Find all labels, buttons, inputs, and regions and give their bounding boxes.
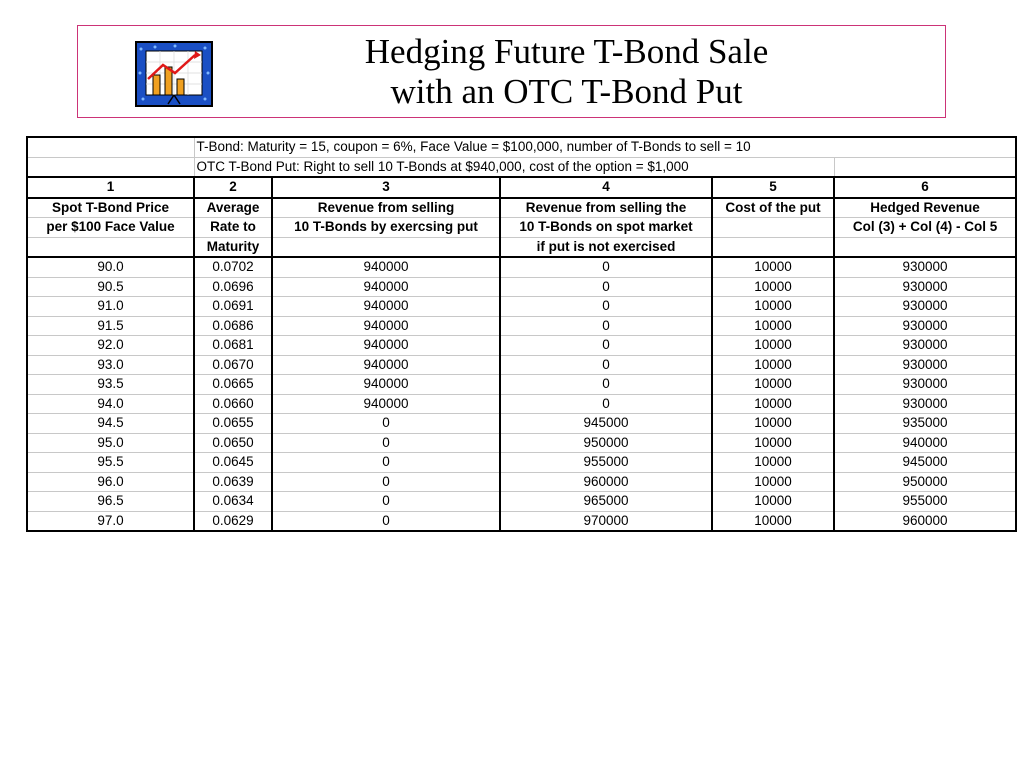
table-row <box>27 257 1016 277</box>
slide-title-box <box>77 25 946 118</box>
table-cell: 0.0665 <box>194 375 272 395</box>
table-cell: 930000 <box>834 277 1016 297</box>
table-cell: 0.0702 <box>194 257 272 277</box>
table-cell: 10000 <box>712 453 834 473</box>
table-cell: 0.0681 <box>194 336 272 356</box>
info-blank-cell <box>834 157 1016 177</box>
table-cell: 93.5 <box>27 375 194 395</box>
header-cell: 10 T-Bonds by exercsing put <box>272 218 500 238</box>
header-cell: 3 <box>272 177 500 198</box>
header-cell <box>272 237 500 257</box>
table-row <box>27 472 1016 492</box>
table-cell: 95.0 <box>27 433 194 453</box>
table-cell: 92.0 <box>27 336 194 356</box>
header-cell: 6 <box>834 177 1016 198</box>
table-cell: 0 <box>272 492 500 512</box>
table-cell: 940000 <box>272 257 500 277</box>
table-cell: 0 <box>500 336 712 356</box>
table-row <box>27 277 1016 297</box>
table-cell: 91.5 <box>27 316 194 336</box>
table-cell: 10000 <box>712 336 834 356</box>
table-cell: 0.0691 <box>194 297 272 317</box>
table-cell: 930000 <box>834 257 1016 277</box>
column-header-row <box>27 237 1016 257</box>
table-cell: 93.0 <box>27 355 194 375</box>
table-row <box>27 355 1016 375</box>
table-cell: 10000 <box>712 394 834 414</box>
table-cell: 940000 <box>272 336 500 356</box>
hedging-table <box>26 136 1017 532</box>
table-row <box>27 414 1016 434</box>
table-cell: 0.0655 <box>194 414 272 434</box>
title-line-2: with an OTC T-Bond Put <box>390 72 743 111</box>
header-cell: if put is not exercised <box>500 237 712 257</box>
table-cell: 930000 <box>834 375 1016 395</box>
header-cell <box>712 218 834 238</box>
table-row <box>27 394 1016 414</box>
table-cell: 0 <box>500 297 712 317</box>
table-body <box>27 257 1016 531</box>
header-cell: Revenue from selling the <box>500 198 712 218</box>
table-cell: 10000 <box>712 375 834 395</box>
slide-title <box>228 32 905 112</box>
table-row <box>27 375 1016 395</box>
table-cell: 0 <box>500 257 712 277</box>
header-cell: Rate to <box>194 218 272 238</box>
column-header-row <box>27 198 1016 218</box>
header-cell: 4 <box>500 177 712 198</box>
table-row <box>27 492 1016 512</box>
table-cell: 940000 <box>834 433 1016 453</box>
table-cell: 0 <box>272 414 500 434</box>
table-row <box>27 511 1016 531</box>
header-cell: Maturity <box>194 237 272 257</box>
table-cell: 0.0660 <box>194 394 272 414</box>
table-cell: 930000 <box>834 355 1016 375</box>
table-cell: 90.0 <box>27 257 194 277</box>
table-cell: 97.0 <box>27 511 194 531</box>
table-cell: 95.5 <box>27 453 194 473</box>
table-cell: 0.0639 <box>194 472 272 492</box>
header-cell: 10 T-Bonds on spot market <box>500 218 712 238</box>
header-cell: 1 <box>27 177 194 198</box>
table-cell: 0 <box>272 433 500 453</box>
table-cell: 10000 <box>712 297 834 317</box>
table-cell: 0 <box>272 453 500 473</box>
header-cell: Average <box>194 198 272 218</box>
table-cell: 970000 <box>500 511 712 531</box>
table-cell: 0 <box>500 277 712 297</box>
table-cell: 0.0686 <box>194 316 272 336</box>
header-cell <box>712 237 834 257</box>
header-cell: Revenue from selling <box>272 198 500 218</box>
table-cell: 940000 <box>272 316 500 336</box>
info-line-2: OTC T-Bond Put: Right to sell 10 T-Bonds at $940,000, cost of the option = $1,000 <box>194 157 834 177</box>
bar-chart-presentation-icon <box>135 41 213 107</box>
info-blank-cell <box>27 157 194 177</box>
table-cell: 0.0645 <box>194 453 272 473</box>
table-cell: 960000 <box>500 472 712 492</box>
table-cell: 10000 <box>712 277 834 297</box>
table-cell: 96.0 <box>27 472 194 492</box>
header-cell: per $100 Face Value <box>27 218 194 238</box>
table-row <box>27 336 1016 356</box>
table-cell: 90.5 <box>27 277 194 297</box>
table-cell: 940000 <box>272 394 500 414</box>
table-row <box>27 297 1016 317</box>
header-cell: Cost of the put <box>712 198 834 218</box>
table-cell: 0 <box>500 394 712 414</box>
table-cell: 965000 <box>500 492 712 512</box>
table-cell: 930000 <box>834 394 1016 414</box>
header-cell: Col (3) + Col (4) - Col 5 <box>834 218 1016 238</box>
table-cell: 0.0629 <box>194 511 272 531</box>
table-cell: 940000 <box>272 375 500 395</box>
table-row <box>27 433 1016 453</box>
header-cell: Hedged Revenue <box>834 198 1016 218</box>
table-row <box>27 316 1016 336</box>
table-cell: 955000 <box>834 492 1016 512</box>
table-cell: 0 <box>272 472 500 492</box>
table-cell: 10000 <box>712 433 834 453</box>
table-cell: 0.0670 <box>194 355 272 375</box>
table-cell: 10000 <box>712 511 834 531</box>
header-cell: Spot T-Bond Price <box>27 198 194 218</box>
table-cell: 0.0696 <box>194 277 272 297</box>
info-blank-cell <box>27 137 194 157</box>
header-cell <box>834 237 1016 257</box>
table-cell: 940000 <box>272 277 500 297</box>
table-cell: 935000 <box>834 414 1016 434</box>
table-cell: 94.5 <box>27 414 194 434</box>
column-header-row <box>27 218 1016 238</box>
column-number-row <box>27 177 1016 198</box>
table-row <box>27 453 1016 473</box>
table-cell: 955000 <box>500 453 712 473</box>
header-cell: 2 <box>194 177 272 198</box>
table-cell: 10000 <box>712 492 834 512</box>
table-cell: 930000 <box>834 297 1016 317</box>
table-cell: 960000 <box>834 511 1016 531</box>
table-cell: 96.5 <box>27 492 194 512</box>
header-cell <box>27 237 194 257</box>
table-cell: 0.0634 <box>194 492 272 512</box>
table-cell: 10000 <box>712 355 834 375</box>
table-cell: 10000 <box>712 472 834 492</box>
table-cell: 940000 <box>272 297 500 317</box>
table-cell: 10000 <box>712 414 834 434</box>
table-cell: 94.0 <box>27 394 194 414</box>
table-cell: 0 <box>500 316 712 336</box>
table-cell: 0.0650 <box>194 433 272 453</box>
table-cell: 950000 <box>834 472 1016 492</box>
table-cell: 10000 <box>712 257 834 277</box>
table-cell: 940000 <box>272 355 500 375</box>
table-cell: 0 <box>272 511 500 531</box>
table-cell: 0 <box>500 355 712 375</box>
table-cell: 930000 <box>834 316 1016 336</box>
header-cell: 5 <box>712 177 834 198</box>
table-cell: 930000 <box>834 336 1016 356</box>
table-cell: 91.0 <box>27 297 194 317</box>
table-cell: 10000 <box>712 316 834 336</box>
table-cell: 0 <box>500 375 712 395</box>
title-line-1: Hedging Future T-Bond Sale <box>364 32 769 71</box>
table-cell: 950000 <box>500 433 712 453</box>
info-line-1: T-Bond: Maturity = 15, coupon = 6%, Face Value = $100,000, number of T-Bonds to sell = 10 <box>194 137 1016 157</box>
table-cell: 945000 <box>500 414 712 434</box>
table-cell: 945000 <box>834 453 1016 473</box>
